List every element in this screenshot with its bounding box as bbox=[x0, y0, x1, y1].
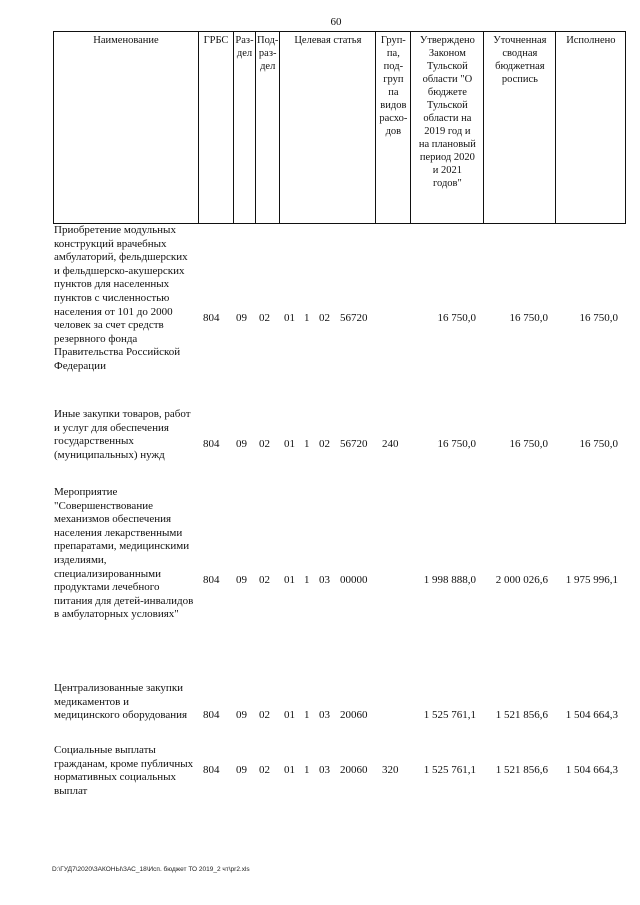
row-revised: 1 521 856,6 bbox=[495, 764, 548, 776]
header-razdel: Раз- дел bbox=[234, 32, 256, 224]
row-target-subprogram: 1 bbox=[304, 312, 310, 324]
row-name: Централизованные закупки медикаментов и медицинского оборудования bbox=[54, 682, 188, 722]
row-executed: 1 504 664,3 bbox=[565, 709, 618, 721]
row-razdel: 09 bbox=[236, 312, 247, 324]
row-target-event: 02 bbox=[319, 312, 330, 324]
row-revised: 16 750,0 bbox=[509, 438, 548, 450]
row-revised: 1 521 856,6 bbox=[495, 709, 548, 721]
row-grbs: 804 bbox=[203, 574, 220, 586]
header-name: Наименование bbox=[54, 32, 199, 224]
table-row bbox=[53, 486, 623, 682]
row-target-event: 03 bbox=[319, 574, 330, 586]
header-approved: Утверждено Законом Тульской области "О бюджете Тульской области на 2019 год и на плановый период 2020 и 2021 годов" bbox=[411, 32, 484, 224]
row-approved: 1 998 888,0 bbox=[423, 574, 476, 586]
row-podrazdel: 02 bbox=[259, 312, 270, 324]
row-target-direction: 20060 bbox=[340, 764, 368, 776]
row-target-subprogram: 1 bbox=[304, 764, 310, 776]
header-grbs: ГРБС bbox=[199, 32, 234, 224]
row-name: Иные закупки товаров, работ и услуг для обеспечения государственных (муниципальных) нужд bbox=[54, 408, 191, 461]
row-group: 320 bbox=[382, 764, 399, 776]
row-target-subprogram: 1 bbox=[304, 709, 310, 721]
row-grbs: 804 bbox=[203, 438, 220, 450]
header-target: Целевая статья bbox=[280, 32, 376, 224]
table-row bbox=[53, 224, 623, 408]
row-name: Приобретение модульных конструкций врачебных амбулаторий, фельдшерских и фельдшерско-акушерских пунктов для населенных пунктов с численностью населения от 101 до 2000 человек за счет средств резервного фонда Правительства Российской Федерации bbox=[54, 224, 188, 372]
row-grbs: 804 bbox=[203, 312, 220, 324]
row-name: Социальные выплаты гражданам, кроме публичных нормативных социальных выплат bbox=[54, 744, 194, 797]
row-target-direction: 56720 bbox=[340, 312, 368, 324]
row-podrazdel: 02 bbox=[259, 438, 270, 450]
row-target-direction: 00000 bbox=[340, 574, 368, 586]
table-header bbox=[53, 31, 626, 224]
row-razdel: 09 bbox=[236, 709, 247, 721]
row-target-event: 03 bbox=[319, 709, 330, 721]
table-row bbox=[53, 408, 623, 486]
row-razdel: 09 bbox=[236, 438, 247, 450]
row-podrazdel: 02 bbox=[259, 574, 270, 586]
table-row bbox=[53, 682, 623, 744]
row-target-program: 01 bbox=[284, 764, 295, 776]
row-target-program: 01 bbox=[284, 574, 295, 586]
row-name: Мероприятие "Совершенствование механизмов обеспечения населения лекарственными препаратами, медицинскими изделиями, специализированными продуктами лечебного питания для детей-инвалидов в амбулаторных условиях" bbox=[54, 486, 194, 621]
row-podrazdel: 02 bbox=[259, 764, 270, 776]
row-target-program: 01 bbox=[284, 312, 295, 324]
row-razdel: 09 bbox=[236, 764, 247, 776]
header-revised: Уточненная сводная бюджетная роспись bbox=[484, 32, 556, 224]
row-target-event: 02 bbox=[319, 438, 330, 450]
header-executed: Исполнено bbox=[556, 32, 626, 224]
row-approved: 16 750,0 bbox=[437, 438, 476, 450]
row-target-program: 01 bbox=[284, 709, 295, 721]
row-target-program: 01 bbox=[284, 438, 295, 450]
row-podrazdel: 02 bbox=[259, 709, 270, 721]
table-row bbox=[53, 744, 623, 806]
row-target-direction: 20060 bbox=[340, 709, 368, 721]
row-executed: 1 504 664,3 bbox=[565, 764, 618, 776]
row-group: 240 bbox=[382, 438, 399, 450]
row-target-direction: 56720 bbox=[340, 438, 368, 450]
row-grbs: 804 bbox=[203, 764, 220, 776]
row-approved: 16 750,0 bbox=[437, 312, 476, 324]
row-target-event: 03 bbox=[319, 764, 330, 776]
row-target-subprogram: 1 bbox=[304, 574, 310, 586]
row-revised: 2 000 026,6 bbox=[495, 574, 548, 586]
row-executed: 1 975 996,1 bbox=[565, 574, 618, 586]
row-approved: 1 525 761,1 bbox=[423, 764, 476, 776]
row-grbs: 804 bbox=[203, 709, 220, 721]
row-razdel: 09 bbox=[236, 574, 247, 586]
row-revised: 16 750,0 bbox=[509, 312, 548, 324]
page-number: 60 bbox=[330, 16, 342, 28]
table-body bbox=[53, 224, 623, 806]
row-approved: 1 525 761,1 bbox=[423, 709, 476, 721]
header-group: Груп- па, под- груп па видов расхо- дов bbox=[376, 32, 411, 224]
row-executed: 16 750,0 bbox=[579, 312, 618, 324]
row-target-subprogram: 1 bbox=[304, 438, 310, 450]
row-executed: 16 750,0 bbox=[579, 438, 618, 450]
header-podrazdel: Под- раз- дел bbox=[256, 32, 280, 224]
file-path-footer: D:\ГУД7\2020\ЗАКОНЫ\ЗАС_18\Исп. бюджет ТО 2019_2 чт\pr2.xls bbox=[52, 866, 250, 873]
